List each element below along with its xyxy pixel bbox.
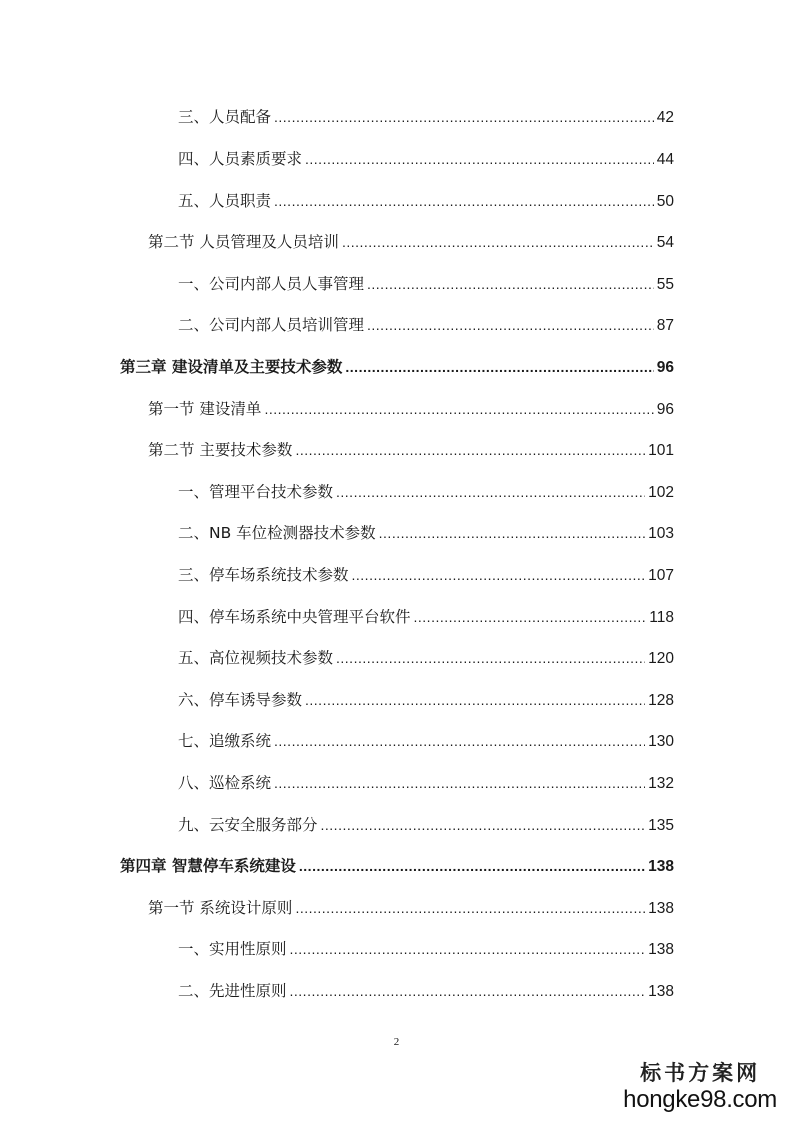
toc-entry-page: 120 (648, 650, 674, 667)
toc-entry-page: 138 (648, 941, 674, 958)
toc-leader-dots (290, 980, 646, 1002)
toc-entry-label: 第三章 建设清单及主要技术参数 (120, 358, 343, 376)
toc-entry-label: 三、停车场系统技术参数 (178, 566, 349, 584)
toc-leader-dots (336, 647, 645, 669)
toc-leader-dots (345, 356, 653, 378)
toc-entry-page: 96 (656, 401, 674, 418)
toc-entry-label: 四、停车场系统中央管理平台软件 (178, 608, 411, 626)
toc-chapter-entry[interactable] (120, 855, 674, 877)
toc-entry-page: 138 (648, 983, 674, 1000)
toc-entry-page: 135 (648, 817, 674, 834)
toc-entry-label: 第四章 智慧停车系统建设 (120, 857, 296, 875)
toc-leader-dots (299, 855, 645, 877)
toc-entry-page: 138 (648, 858, 674, 875)
toc-entry[interactable] (178, 730, 674, 752)
toc-entry-label: 第一节 系统设计原则 (148, 899, 293, 917)
toc-leader-dots (305, 148, 654, 170)
toc-entry[interactable] (178, 148, 674, 170)
toc-entry-page: 87 (656, 317, 674, 334)
toc-entry-page: 130 (648, 733, 674, 750)
toc-entry[interactable] (148, 439, 674, 461)
watermark (623, 1060, 777, 1114)
toc-leader-dots (305, 689, 645, 711)
toc-entry[interactable] (178, 606, 674, 628)
toc-entry-page: 128 (648, 692, 674, 709)
toc-entry-label: 三、人员配备 (178, 108, 272, 126)
toc-leader-dots (274, 772, 645, 794)
toc-entry-label: 六、停车诱导参数 (178, 691, 303, 709)
toc-entry-label: 二、公司内部人员培训管理 (178, 316, 365, 334)
toc-entry[interactable] (178, 106, 674, 128)
watermark-domain: hongke98.com (623, 1086, 777, 1113)
toc-entry-page: 138 (648, 900, 674, 917)
toc-entry-page: 103 (648, 525, 674, 542)
toc-entry-page: 101 (648, 442, 674, 459)
toc-leader-dots (321, 814, 646, 836)
toc-leader-dots (367, 314, 654, 336)
toc-entry-page: 50 (656, 193, 674, 210)
toc-entry-page: 55 (656, 276, 674, 293)
toc-entry[interactable] (178, 689, 674, 711)
toc-entry-page: 96 (656, 359, 674, 376)
toc-entry[interactable] (178, 522, 674, 544)
toc-entry[interactable] (178, 314, 674, 336)
toc-entry[interactable] (148, 398, 674, 420)
toc-leader-dots (342, 231, 654, 253)
toc-leader-dots (352, 564, 646, 586)
toc-entry[interactable] (178, 190, 674, 212)
toc-entry-page: 132 (648, 775, 674, 792)
toc-entry-label: 五、高位视频技术参数 (178, 649, 334, 667)
toc-chapter-entry[interactable] (120, 356, 674, 378)
toc-leader-dots (290, 938, 646, 960)
toc-leader-dots (274, 190, 654, 212)
page-number: 2 (393, 1036, 400, 1048)
toc-entry-page: 102 (648, 484, 674, 501)
toc-entry-label: 二、先进性原则 (178, 982, 287, 1000)
toc-entry-label: 一、实用性原则 (178, 940, 287, 958)
toc-leader-dots (264, 398, 653, 420)
toc-entry-page: 107 (648, 567, 674, 584)
toc-entry-label: 第一节 建设清单 (148, 400, 262, 418)
toc-entry-label: 八、巡检系统 (178, 774, 272, 792)
toc-entry[interactable] (178, 814, 674, 836)
toc-entry-label: 一、管理平台技术参数 (178, 483, 334, 501)
toc-entry[interactable] (178, 647, 674, 669)
toc-leader-dots (367, 273, 654, 295)
toc-entry[interactable] (178, 772, 674, 794)
toc-entry-page: 42 (656, 109, 674, 126)
toc-entry-page: 54 (656, 234, 674, 251)
toc-entry-label: 九、云安全服务部分 (178, 816, 318, 834)
watermark-chinese: 标书方案网 (640, 1060, 761, 1085)
toc-entry-label: 五、人员职责 (178, 192, 272, 210)
toc-entry[interactable] (178, 938, 674, 960)
toc-entry-label: 第二节 主要技术参数 (148, 441, 293, 459)
toc-entry[interactable] (178, 273, 674, 295)
toc-entry-label: 第二节 人员管理及人员培训 (148, 233, 339, 251)
toc-entry[interactable] (148, 231, 674, 253)
toc-entry[interactable] (178, 980, 674, 1002)
toc-leader-dots (336, 481, 645, 503)
toc-leader-dots (414, 606, 647, 628)
toc-entry-label: 二、NB 车位检测器技术参数 (178, 524, 376, 542)
toc-entry-page: 44 (656, 151, 674, 168)
toc-entry-label: 一、公司内部人员人事管理 (178, 275, 365, 293)
toc-entry[interactable] (148, 897, 674, 919)
toc-leader-dots (295, 897, 645, 919)
toc-entry-page: 118 (649, 609, 674, 626)
toc-entry-label: 七、追缴系统 (178, 732, 272, 750)
toc-leader-dots (379, 522, 645, 544)
toc-entry[interactable] (178, 564, 674, 586)
toc-entry[interactable] (178, 481, 674, 503)
toc-leader-dots (274, 730, 645, 752)
toc-leader-dots (274, 106, 654, 128)
toc-entry-label: 四、人员素质要求 (178, 150, 303, 168)
toc-leader-dots (295, 439, 645, 461)
